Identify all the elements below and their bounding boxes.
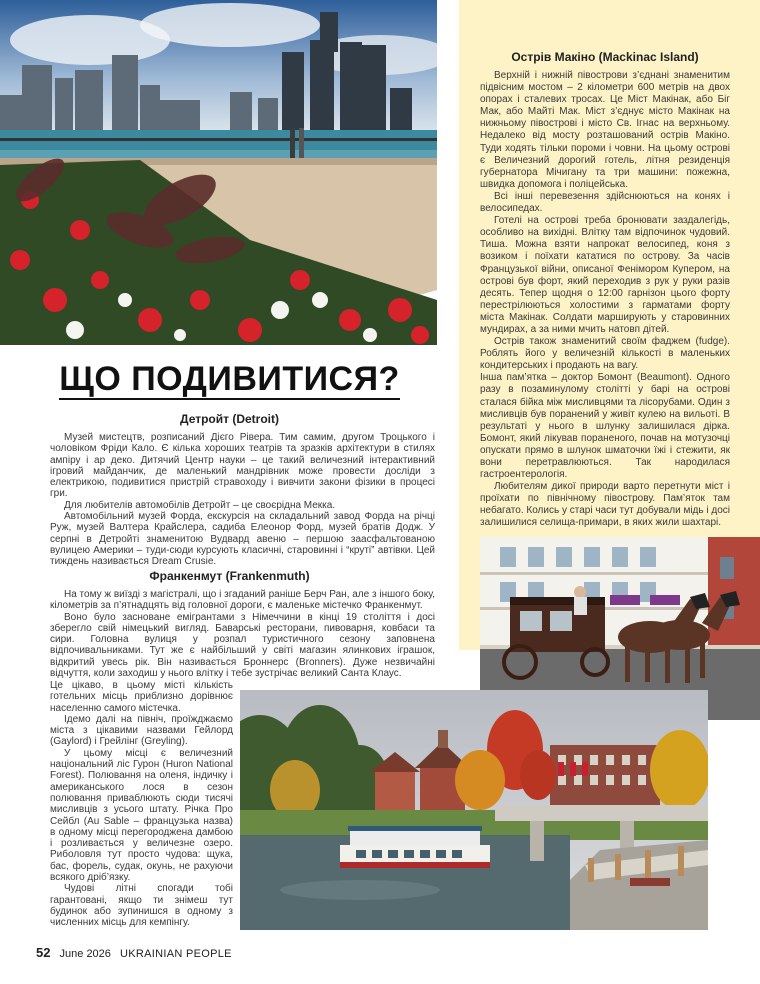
frankenmuth-column-text — [50, 680, 233, 929]
frankenmuth-paragraph: У цьому місці є величезний національний ліс Гурон (Huron National Forest). Полювання на оленя, індичку і американського лося в сезон полювання приваблюють сюди тисячі мисливців з усього штату. Річка Про Сейбл (Au Sable – французька назва) в одному місці перегороджена дамбою і розливається у величезне озеро. Риболовля тут просто чудова: щука, бас, форель, судак, окунь, не рахуючи всякого дріб’язку. — [50, 747, 233, 884]
page-footer — [36, 945, 232, 960]
main-title — [0, 360, 459, 399]
page-number: 52 — [36, 945, 51, 960]
mackinac-paragraph: Готелі на острові треба бронювати заздалегідь, особливо на вихідні. Влітку там відпочинок чудовий. Тиша. Можна взяти напрокат велосипед, коня з возиком і поїхати кататися по острову. За часів Французької війни, описаної Фенімором Купером, на острові був форт, який переходив з рук у руки разів десять. Тепер щодня о 12:00 гарнізон цього форту перестрілюються холостими з гарматами форту міста Макінак. Солдати марширують у старовинних мундирах, а за ними мчить натовп дітей. — [480, 215, 730, 335]
mackinac-paragraph: Інша пам’ятка – доктор Бомонт (Beaumont). Одного разу в позаминулому столітті у барі на острові сталася бійка між мисливцями та лісорубами. Один з мисливців був поранений у живіт кулею на вильоті. В результаті у нього в шлунку залишилася дірка. Бомонт, який лікував пораненого, почав на мотузочці опускати прямо в шлунок шматочки їжі і стежити, як вони перетравлюються. Так народилася гастроентерологія. — [480, 372, 730, 481]
frankenmuth-paragraph: На тому ж виїзді з магістралі, що і згаданий раніше Берч Ран, але з іншого боку, кілометрів за п’ятнадцять від головної дороги, є маленьке містечко Франкенмут. — [50, 589, 435, 612]
frankenmuth-paragraph: Чудові літні спогади тобі гарантовані, якщо ти знімеш тут будинок або зупинишся в одному з численних місць для кемпінгу. — [50, 883, 233, 929]
detroit-paragraph: Музей мистецтв, розписаний Дієго Рівера. Тим самим, другом Троцького і чоловіком Фріди Кало. Є кілька хороших театрів та зразків архітектури в стилях ампіру і ар деко. Дитячий Центр науки – це такий величезний інтерактивний ігровий майданчик, де маленький мандрівник може провести досліди з електрикою, подивитися пристрій стравоходу і вивчити закони фізики в процесі гри. — [50, 432, 435, 500]
magazine-name: UKRAINIAN PEOPLE — [119, 948, 232, 960]
detroit-paragraph: Автомобільний музей Форда, екскурсія на складальний завод Форда на річці Руж, музей Валтера Крайслера, садиба Елеонор Форд, музей братів Додж. У серпні в Детройті знаменитою Вудвард авеню – першою заасфальтованою вулицею Америки – туди-сюди курсують класичні, старовинні і “круті” автівки. Цей тиждень називається Dream Crusie. — [50, 511, 435, 568]
mackinac-paragraph: Верхній і нижній півострови з’єднані знаменитим підвісним мостом – 2 кілометри 600 метрів на двох опорах і сталевих тросах. Це Міст Макінак, або Біг Мак, або Майті Мак. Міст з’єднує місто Макінак на нижньому півострові і місто Св. Ігнас на верхньому. Недалеко від мосту розташований острів Макіно. Туди ходять тільки пороми і човни. На цьому острові є Величезний дорогий готель, літня резиденція губернатора Мічигану та три машини: пожежна, швидка допомога і поліцейська. — [480, 70, 730, 190]
main-title-text: ЩО ПОДИВИТИСЯ? — [59, 360, 400, 398]
frankenmuth-paragraph: Ідемо далі на північ, проїжджаємо міста з цікавими назвами Гейлорд (Gaylord) і Грейлінг (Greyling). — [50, 713, 233, 748]
frankenmuth-heading: Франкенмут (Frankenmuth) — [149, 569, 310, 583]
detroit-skyline-photo — [0, 0, 437, 345]
frankenmuth-river-photo — [240, 690, 708, 930]
issue-date: June 2026 — [59, 948, 111, 960]
mackinac-heading: Острів Макіно (Mackinac Island) — [511, 50, 699, 64]
frankenmuth-text — [50, 589, 435, 679]
frankenmuth-paragraph: Це цікаво, в цьому місті кількість готельних місць приблизно дорівнює населенню самого містечка. — [50, 680, 233, 714]
mackinac-paragraph: Острів також знаменитий своїм фаджем (fudge). Роблять його у величезній кількості в маленьких кондитерських і продають на вагу. — [480, 336, 730, 372]
frankenmuth-paragraph: Воно було засноване емігрантами з Німеччини в кінці 19 століття і досі зберегло свій німецький вигляд. Баварські ресторани, пивоварня, ковбаси та сири. Головна вулиця у розпал туристичного сезону заповнена відпочивальниками. Тут же є найбільший у світі магазин ялинкових іграшок, відкритий увесь рік. Він називається Броннерс (Bronners). Дуже незвичайні відчуття, коли заходиш у нього влітку і тебе зустрічає великий Санта Клаус. — [50, 611, 435, 680]
mackinac-text — [480, 70, 730, 530]
detroit-paragraph: Для любителів автомобілів Детройт – це своєрідна Мекка. — [64, 499, 336, 511]
detroit-text — [50, 432, 435, 568]
mackinac-paragraph: Всі інші перевезення здійснюються на конях і велосипедах. — [480, 190, 730, 215]
detroit-heading: Детройт (Detroit) — [180, 412, 279, 426]
mackinac-paragraph: Любителям дикої природи варто перетнути міст і проїхати по північному півострову. Пам’яток там небагато. Колись у старі часи тут добували мідь і досі залишилися селища-примари, в яких жили шахтарі. — [480, 481, 730, 529]
